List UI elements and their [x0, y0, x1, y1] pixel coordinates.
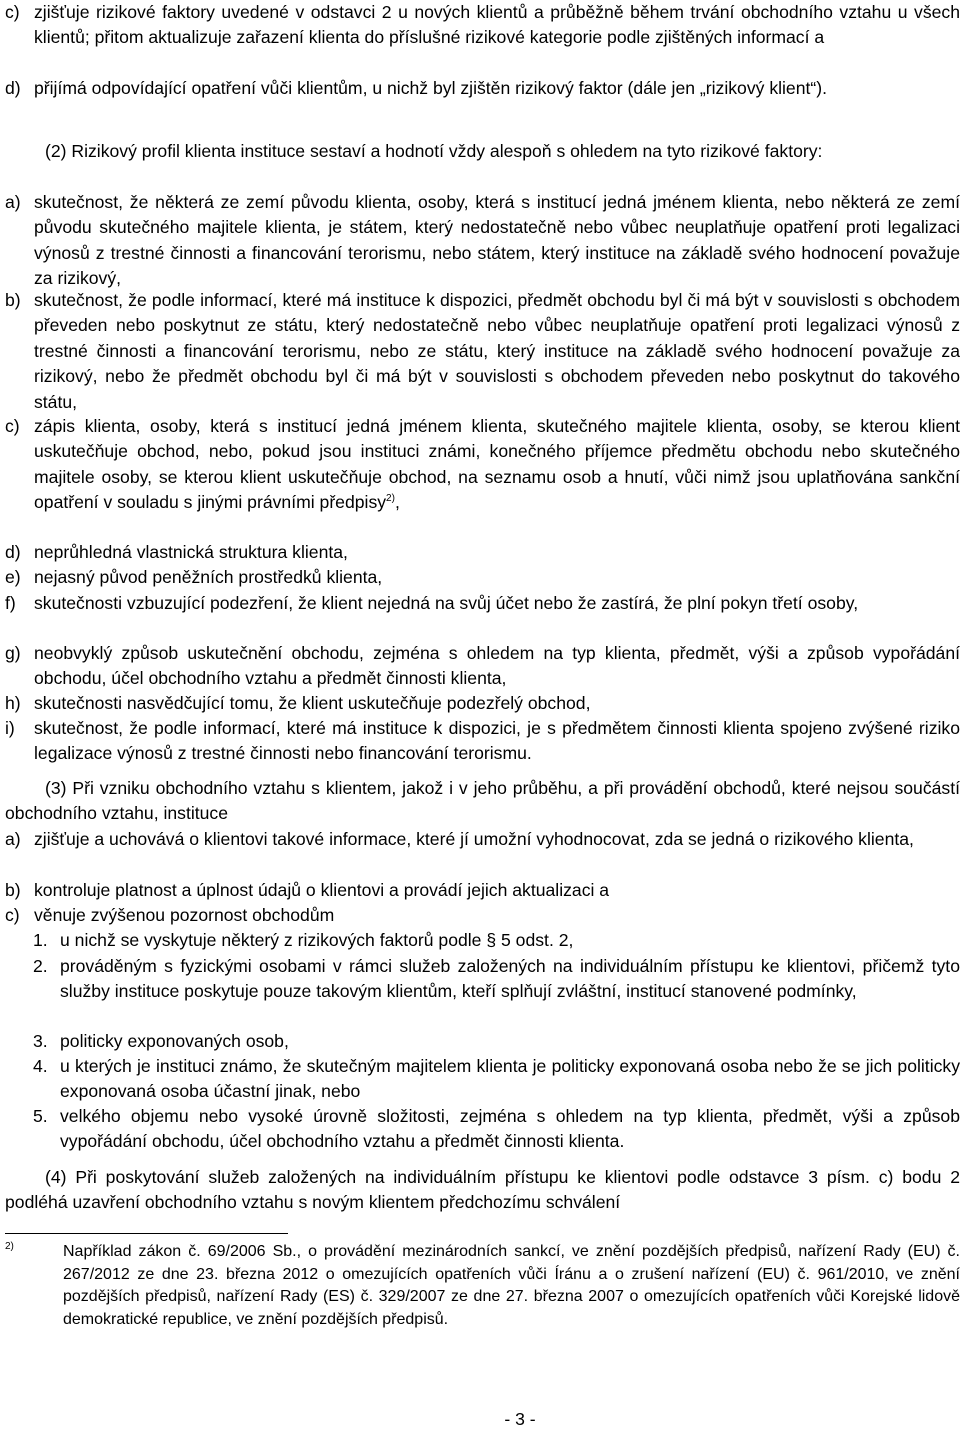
list-item-text: skutečnost, že podle informací, které má instituce k dispozici, je s předmětem činnosti klienta spojeno zvýšené riziko legalizace výnosů z trestné činnosti nebo financování terorismu. [34, 718, 960, 764]
list-item-text-tail: , [394, 492, 400, 513]
list-marker: e) [5, 567, 21, 587]
list-item-text [34, 414, 960, 516]
sub-item-marker: 5. [33, 1106, 48, 1126]
footnote-separator [5, 1233, 288, 1234]
list-item-text: skutečnost, že některá ze zemí původu klienta, osoby, která s institucí jedná jménem klienta, nebo některá ze zemí původu skutečného majitele klienta, je státem, který nedostatečně nebo vůbec neuplatňuje opatření proti legalizaci výnosů z trestné činnosti a financování terorismu, nebo státem, který instituce na základě svého hodnocení považuje za rizikový, [34, 192, 960, 289]
list-marker: b) [5, 290, 21, 310]
sub-item-text: prováděným s fyzickými osobami v rámci služeb založených na individuálním přístupu ke klientovi, přičemž tyto služby instituce poskytuje pouze takovým klientům, kteří splňují zvláštní, institucí stanovené podmínky, [60, 956, 960, 1002]
list-item-text: neobvyklý způsob uskutečnění obchodu, zejména s ohledem na typ klienta, předmět, výši a způsob vypořádání obchodu, účel obchodního vztahu a předmět činnosti klienta, [34, 643, 960, 689]
sub-item-marker: 2. [33, 956, 48, 976]
list-marker: i) [5, 718, 15, 738]
list-marker: f) [5, 593, 16, 613]
list-marker: a) [5, 192, 21, 212]
sub-item-text: u kterých je instituci známo, že skutečným majitelem klienta je politicky exponovaná osoba nebo že se jich politicky exponovaná osoba účastní jinak, nebo [60, 1056, 960, 1102]
list-item-c [5, 0, 960, 76]
sub-item-marker: 1. [33, 930, 48, 950]
list-item-text-main: zápis klienta, osoby, která s institucí jedná jménem klienta, skutečného majitele klienta, osoby, se kterou klient uskutečňuje obchod, nebo, pokud jsou instituci známi, konečného příjemce předmětu obchodu nebo skutečného majitele osoby, se kterou klient uskutečňuje obchod, na seznamu osob a hnutí, vůči nimž jsou uplatňována sankční opatření v souladu s jinými právními předpisy [34, 416, 960, 513]
sub-item-marker: 3. [33, 1031, 48, 1051]
sub-item-text: u nichž se vyskytuje některý z rizikových faktorů podle § 5 odst. 2, [60, 930, 574, 950]
sub-item-text: politicky exponovaných osob, [60, 1031, 289, 1051]
page-number: - 3 - [504, 1409, 536, 1429]
footnote-marker: 2) [5, 1241, 14, 1252]
list-item-text: skutečnost, že podle informací, které má instituce k dispozici, předmět obchodu byl či má být v souvislosti s obchodem převeden nebo poskytnut ze státu, který nedostatečně nebo vůbec neuplatňuje opatření proti legalizaci výnosů z trestné činnosti a financování terorismu, nebo ze státu, který instituce na základě svého hodnocení považuje za rizikový, nebo že předmět obchodu byl či má být v souvislosti s obchodem převeden nebo poskytnut do takového státu, [34, 290, 960, 412]
list-item-text: zjišťuje rizikové faktory uvedené v odstavci 2 u nových klientů a průběžně během trvání obchodního vztahu u všech klientů; přitom aktualizuje zařazení klienta do příslušné rizikové kategorie podle zjištěných informací a [34, 2, 960, 48]
list-marker: c) [5, 416, 20, 436]
footnote-reference: 2) [386, 493, 395, 505]
list-item-text: skutečnosti vzbuzující podezření, že klient nejedná na svůj účet nebo že zastírá, že plní pokyn třetí osoby, [34, 593, 859, 613]
list-item-text: věnuje zvýšenou pozornost obchodům [34, 905, 335, 925]
sub-item-marker: 4. [33, 1056, 48, 1076]
footnote-text: Například zákon č. 69/2006 Sb., o provádění mezinárodních sankcí, ve znění pozdějších předpisů, nařízení Rady (EU) č. 267/2012 ze dne 23. března 2012 o omezujících opatřeních vůči Íránu a o zrušení nařízení (EU) č. 961/2010, ve znění pozdějších předpisů, nařízení Rady (ES) č. 329/2007 ze dne 27. března 2007 o omezujících opatřeních vůči Korejské lidově demokratické republice, ve znění pozdějších předpisů. [63, 1243, 960, 1328]
paragraph-2-intro: (2) Rizikový profil klienta instituce sestaví a hodnotí vždy alespoň s ohledem na tyto rizikové faktory: [45, 141, 823, 161]
list-marker: b) [5, 880, 21, 900]
list-marker: h) [5, 693, 21, 713]
list-marker: c) [5, 905, 20, 925]
list-item-text: zjišťuje a uchovává o klientovi takové informace, které jí umožní vyhodnocovat, zda se jedná o rizikového klienta, [34, 829, 914, 849]
list-item-text: přijímá odpovídající opatření vůči klientům, u nichž byl zjištěn rizikový faktor (dále jen „rizikový klient“). [34, 78, 827, 98]
sub-item-text: velkého objemu nebo vysoké úrovně složitosti, zejména s ohledem na typ klienta, předmět, výši a způsob vypořádání obchodu, účel obchodního vztahu a předmět činnosti klienta. [60, 1106, 960, 1152]
list-marker: d) [5, 78, 21, 98]
list-item-text: skutečnosti nasvědčující tomu, že klient uskutečňuje podezřelý obchod, [34, 693, 591, 713]
list-marker: g) [5, 643, 21, 663]
list-item-text: nejasný původ peněžních prostředků klienta, [34, 567, 383, 587]
list-item-d [5, 76, 960, 127]
list-marker: a) [5, 829, 21, 849]
paragraph-4: (4) Při poskytování služeb založených na individuálním přístupu ke klientovi podle odstavce 3 písm. c) bodu 2 podléhá uzavření obchodního vztahu s novým klientem předchozímu schválení [5, 1167, 960, 1213]
list-item-text: neprůhledná vlastnická struktura klienta, [34, 542, 348, 562]
list-item-text: kontroluje platnost a úplnost údajů o klientovi a provádí jejich aktualizaci a [34, 880, 610, 900]
list-marker: d) [5, 542, 21, 562]
list-marker: c) [5, 2, 20, 22]
paragraph-3-intro: (3) Při vzniku obchodního vztahu s klientem, jakož i v jeho průběhu, a při provádění obchodů, které nejsou součástí obchodního vztahu, instituce [5, 778, 960, 824]
